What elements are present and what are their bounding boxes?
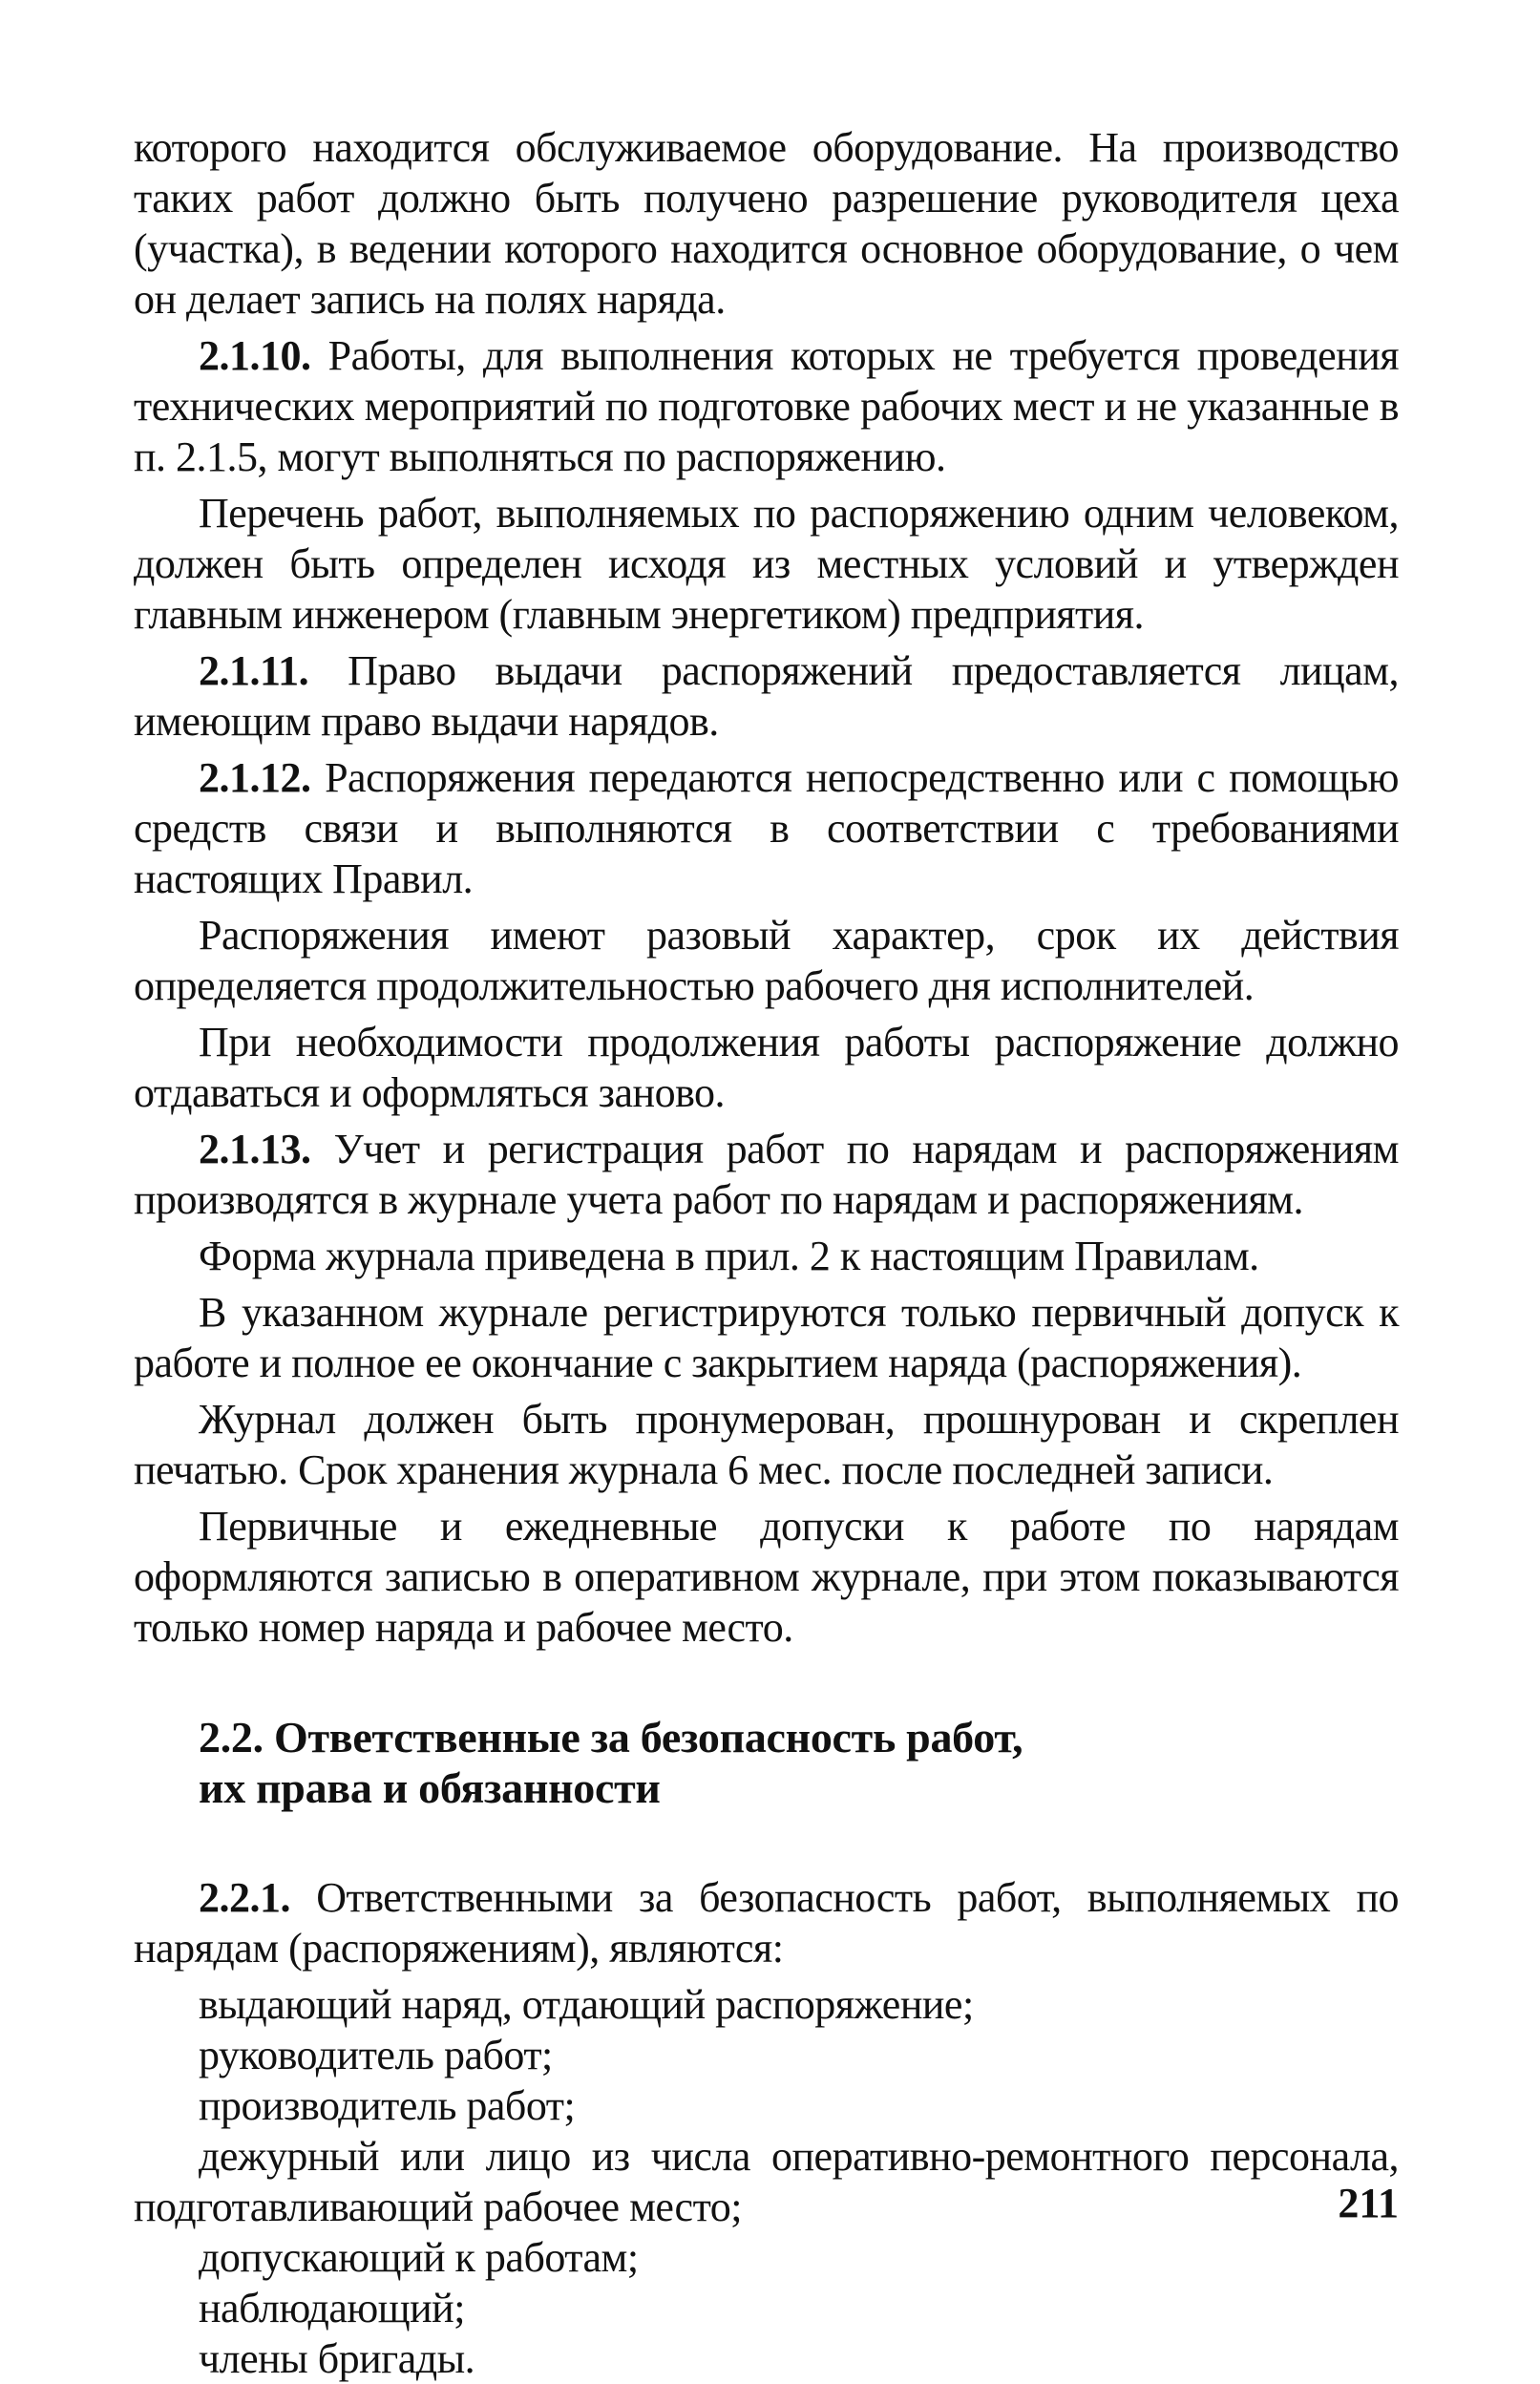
list-item: дежурный или лицо из числа оперативно-ремонтного персонала, подготавливающий рабочее место; [134,2133,1399,2230]
paragraph-2: Перечень работ, выполняемых по распоряжению одним человеком, должен быть определен исходя из местных условий и утвержден главным инженером (главным энергетиком) предприятия. [134,490,1399,638]
paragraph-2-1-10: 2.1.10. Работы, для выполнения которых не требуется проведения технических мероприятий по подготовке рабочих мест и не указанные в п. 2.1.5, могут выполняться по распоряжению. [134,332,1400,480]
paragraph-2-1-13: 2.1.13. Учет и регистрация работ по нарядам и распоряжениям производятся в журнале учета работ по нарядам и распоряжениям. [134,1126,1400,1223]
paragraph-11: Первичные и ежедневные допуски к работе по нарядам оформляются записью в оперативном журнале, при этом показываются только номер наряда и рабочее место. [134,1503,1399,1651]
paragraph-9: В указанном журнале регистрируются только первичный допуск к работе и полное ее окончание с закрытием наряда (распоряжения). [134,1289,1399,1386]
clause-number: 2.1.12. [199,754,311,801]
clause-number: 2.1.13. [199,1126,311,1172]
paragraph-8: Форма журнала приведена в прил. 2 к настоящим Правилам. [199,1233,1259,1279]
paragraph-6: При необходимости продолжения работы распоряжение должно отдаваться и оформляться заново. [134,1019,1399,1116]
paragraph-0: которого находится обслуживаемое оборудование. На производство таких работ должно быть получено разрешение руководителя цеха (участка), в ведении которого находится основное оборудование, о чем он делает запись на полях наряда. [134,124,1399,323]
paragraph-10: Журнал должен быть пронумерован, прошнурован и скреплен печатью. Срок хранения журнала 6 мес. после последней записи. [134,1396,1399,1493]
clause-number: 2.2.1. [199,1874,290,1921]
list-item: производитель работ; [199,2082,576,2129]
list-item: наблюдающий; [199,2285,465,2331]
paragraph-2-1-12: 2.1.12. Распоряжения передаются непосредственно или с помощью средств связи и выполняются в соответствии с требованиями настоящих Правил. [134,754,1400,902]
list-item: допускающий к работам; [199,2234,639,2281]
list-item: руководитель работ; [199,2032,553,2078]
list-item: выдающий наряд, отдающий распоряжение; [199,1981,974,2028]
page-number: 211 [1338,2180,1399,2226]
section-heading-line-1: 2.2. Ответственные за безопасность работ, [199,1713,1023,1762]
section-heading [199,1712,1399,1813]
section-heading-line-2: их права и обязанности [199,1763,661,1812]
clause-number: 2.1.10. [199,332,311,379]
paragraph-2-2-1: 2.2.1. Ответственными за безопасность работ, выполняемых по нарядам (распоряжениям), являются: [134,1874,1400,1972]
paragraph-2-1-11: 2.1.11. Право выдачи распоряжений предоставляется лицам, имеющим право выдачи нарядов. [134,647,1399,745]
paragraph-5: Распоряжения имеют разовый характер, срок их действия определяется продолжительностью рабочего дня исполнителей. [134,912,1399,1009]
clause-number: 2.1.11. [199,647,309,694]
list-item: члены бригады. [199,2335,475,2382]
body-text [134,122,1399,2384]
